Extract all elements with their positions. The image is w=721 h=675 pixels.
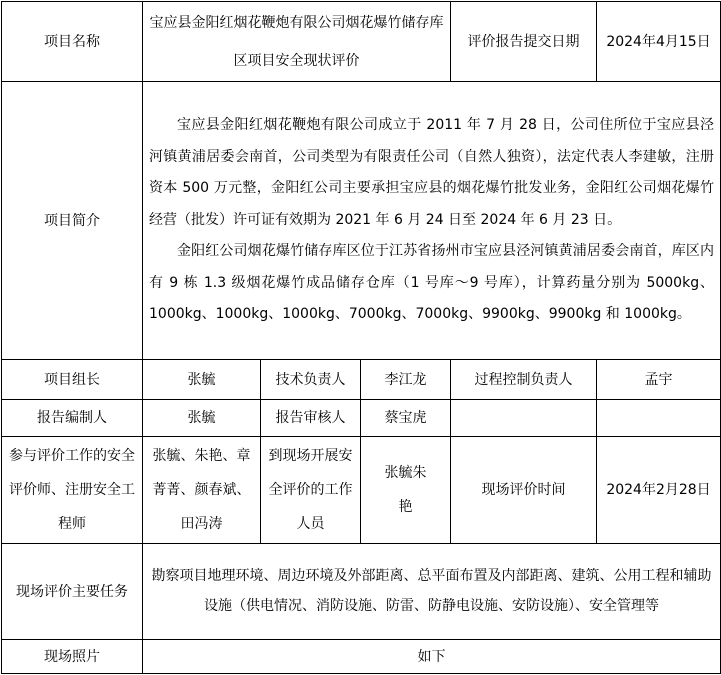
process-lead-value: 孟宇	[597, 360, 721, 400]
project-info-table	[1, 1, 721, 674]
row-report	[2, 400, 721, 437]
participants-label: 参与评价工作的安全评价师、注册安全工程师	[2, 437, 143, 544]
tech-lead-label: 技术负责人	[261, 360, 361, 400]
project-intro-paragraph-1: 宝应县金阳红烟花鞭炮有限公司成立于 2011 年 7 月 28 日，公司住所位于宝应县泾河镇黄浦居委会南首，公司类型为有限责任公司（自然人独资），法定代表人李建敏，注册资本 500 万元整，金阳红公司主要承担宝应县的烟花爆竹批发业务，金阳红公司烟花爆竹经营（批发）许可证有效期为 2021 年 6 月 24 日至 2024 年 6 月 23 日。	[149, 117, 715, 228]
photos-value: 如下	[143, 640, 721, 674]
main-tasks-value: 勘察项目地理环境、周边环境及外部距离、总平面布置及内部距离、建筑、公用工程和辅助设施（供电情况、消防设施、防雷、防静电设施、安防设施）、安全管理等	[143, 544, 721, 640]
process-lead-label: 过程控制负责人	[451, 360, 597, 400]
onsite-time-value: 2024年2月28日	[597, 437, 721, 544]
project-intro-label: 项目简介	[2, 82, 143, 360]
onsite-staff-names: 张毓朱艳	[361, 437, 451, 544]
row-staff	[2, 360, 721, 400]
onsite-time-label: 现场评价时间	[451, 437, 597, 544]
author-value: 张毓	[143, 400, 261, 437]
reviewer-label: 报告审核人	[261, 400, 361, 437]
row-main-tasks	[2, 544, 721, 640]
photos-label: 现场照片	[2, 640, 143, 674]
project-intro-text	[143, 82, 721, 360]
leader-label: 项目组长	[2, 360, 143, 400]
row-participants	[2, 437, 721, 544]
project-intro-paragraph-2: 金阳红公司烟花爆竹储存库区位于江苏省扬州市宝应县泾河镇黄浦居委会南首，库区内有 9 栋 1.3 级烟花爆竹成品储存仓库（1 号库～9 号库），计算药量分别为 5000kg、1000kg、1000kg、1000kg、7000kg、7000kg、9900kg、9900kg 和 1000kg。	[149, 243, 715, 323]
tech-lead-value: 李江龙	[361, 360, 451, 400]
onsite-staff-label: 到现场开展安全评价的工作人员	[261, 437, 361, 544]
reviewer-value: 蔡宝虎	[361, 400, 451, 437]
main-tasks-label: 现场评价主要任务	[2, 544, 143, 640]
project-name-value: 宝应县金阳红烟花鞭炮有限公司烟花爆竹储存库区项目安全现状评价	[143, 2, 451, 82]
report-date-label: 评价报告提交日期	[451, 2, 597, 82]
row-project-name	[2, 2, 721, 82]
row-project-intro	[2, 82, 721, 360]
report-empty-cell-2	[597, 400, 721, 437]
author-label: 报告编制人	[2, 400, 143, 437]
report-empty-cell-1	[451, 400, 597, 437]
report-date-value: 2024年4月15日	[597, 2, 721, 82]
project-name-label: 项目名称	[2, 2, 143, 82]
participants-names: 张毓、朱艳、章菁菁、颜春斌、田冯涛	[143, 437, 261, 544]
row-photos	[2, 640, 721, 674]
leader-value: 张毓	[143, 360, 261, 400]
